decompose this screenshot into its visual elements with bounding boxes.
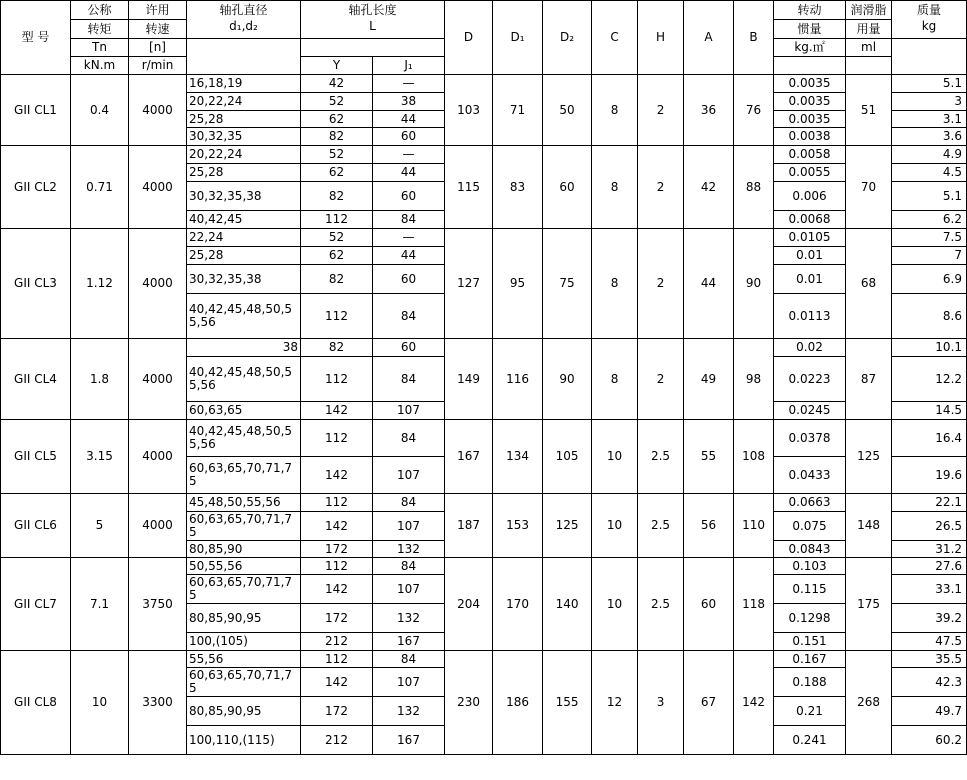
- bore-diameter-cell: 30,32,35,38: [187, 265, 301, 294]
- inertia-cell: 0.006: [774, 182, 846, 211]
- H-cell: 2.5: [638, 558, 684, 651]
- D-cell: 187: [445, 494, 493, 558]
- table-row: [1, 229, 967, 247]
- length-j1-cell: 132: [373, 541, 445, 558]
- D1-cell: 71: [493, 75, 543, 146]
- mass-cell: 10.1: [892, 339, 967, 357]
- D2-cell: 105: [543, 420, 592, 494]
- torque-cell: 0.4: [71, 75, 129, 146]
- table-row: [1, 339, 967, 357]
- speed-cell: 3750: [129, 558, 187, 651]
- bore-diameter-cell: 25,28: [187, 247, 301, 265]
- length-y-cell: 42: [301, 75, 373, 93]
- inertia-cell: 0.0035: [774, 75, 846, 93]
- C-cell: 8: [592, 146, 638, 229]
- header-bore-len-Y: Y: [301, 57, 373, 75]
- inertia-cell: 0.01: [774, 265, 846, 294]
- mass-cell: 12.2: [892, 357, 967, 402]
- bore-diameter-cell: 50,55,56: [187, 558, 301, 575]
- C-cell: 10: [592, 420, 638, 494]
- grease-cell: 175: [846, 558, 892, 651]
- length-j1-cell: 60: [373, 339, 445, 357]
- inertia-cell: 0.103: [774, 558, 846, 575]
- length-j1-cell: 44: [373, 111, 445, 128]
- mass-cell: 7: [892, 247, 967, 265]
- grease-cell: 125: [846, 420, 892, 494]
- speed-cell: 4000: [129, 339, 187, 420]
- length-y-cell: 52: [301, 93, 373, 111]
- inertia-cell: 0.0058: [774, 146, 846, 164]
- bore-diameter-cell: 25,28: [187, 164, 301, 182]
- mass-cell: 14.5: [892, 402, 967, 420]
- B-cell: 98: [734, 339, 774, 420]
- length-y-cell: 172: [301, 697, 373, 726]
- length-j1-cell: 44: [373, 164, 445, 182]
- mass-cell: 27.6: [892, 558, 967, 575]
- mass-cell: 60.2: [892, 726, 967, 755]
- C-cell: 8: [592, 339, 638, 420]
- A-cell: 36: [684, 75, 734, 146]
- header-inertia-2: 惯量: [774, 20, 846, 39]
- length-j1-cell: 84: [373, 357, 445, 402]
- mass-cell: 19.6: [892, 457, 967, 494]
- length-j1-cell: 84: [373, 651, 445, 668]
- inertia-cell: 0.0245: [774, 402, 846, 420]
- bore-diameter-cell: 16,18,19: [187, 75, 301, 93]
- header-A: A: [684, 1, 734, 75]
- D1-cell: 170: [493, 558, 543, 651]
- header-torque-1: 公称: [71, 1, 129, 20]
- length-j1-cell: 84: [373, 494, 445, 512]
- bore-diameter-cell: 20,22,24: [187, 93, 301, 111]
- mass-cell: 35.5: [892, 651, 967, 668]
- inertia-cell: 0.0843: [774, 541, 846, 558]
- header-bore-dia-1: 轴孔直径: [187, 1, 301, 20]
- torque-cell: 3.15: [71, 420, 129, 494]
- bore-diameter-cell: 40,42,45: [187, 211, 301, 229]
- bore-diameter-cell: 45,48,50,55,56: [187, 494, 301, 512]
- length-y-cell: 52: [301, 146, 373, 164]
- length-y-cell: 172: [301, 541, 373, 558]
- length-j1-cell: 84: [373, 558, 445, 575]
- length-j1-cell: 60: [373, 182, 445, 211]
- model-cell: GII CL6: [1, 494, 71, 558]
- length-j1-cell: —: [373, 229, 445, 247]
- mass-cell: 8.6: [892, 294, 967, 339]
- length-j1-cell: 84: [373, 211, 445, 229]
- header-speed-3: [n]: [129, 39, 187, 57]
- model-cell: GII CL1: [1, 75, 71, 146]
- header-grease-2: 用量: [846, 20, 892, 39]
- table-row: [1, 494, 967, 512]
- torque-cell: 0.71: [71, 146, 129, 229]
- D-cell: 204: [445, 558, 493, 651]
- speed-cell: 4000: [129, 420, 187, 494]
- D1-cell: 186: [493, 651, 543, 755]
- bore-diameter-cell: 60,63,65,70,71,75: [187, 457, 301, 494]
- B-cell: 110: [734, 494, 774, 558]
- header-D1: D₁: [493, 1, 543, 75]
- length-j1-cell: 107: [373, 402, 445, 420]
- mass-cell: 3: [892, 93, 967, 111]
- bore-diameter-cell: 40,42,45,48,50,55,56: [187, 420, 301, 457]
- header-mass-blank: [892, 39, 967, 57]
- length-y-cell: 82: [301, 182, 373, 211]
- inertia-cell: 0.0223: [774, 357, 846, 402]
- length-j1-cell: 107: [373, 668, 445, 697]
- length-j1-cell: 38: [373, 93, 445, 111]
- length-y-cell: 112: [301, 294, 373, 339]
- mass-cell: 3.6: [892, 128, 967, 146]
- D2-cell: 140: [543, 558, 592, 651]
- B-cell: 90: [734, 229, 774, 339]
- A-cell: 42: [684, 146, 734, 229]
- header-C: C: [592, 1, 638, 75]
- inertia-cell: 0.1298: [774, 604, 846, 633]
- mass-cell: 33.1: [892, 575, 967, 604]
- D-cell: 167: [445, 420, 493, 494]
- length-y-cell: 142: [301, 575, 373, 604]
- D-cell: 127: [445, 229, 493, 339]
- bore-diameter-cell: 22,24: [187, 229, 301, 247]
- length-j1-cell: 132: [373, 697, 445, 726]
- A-cell: 60: [684, 558, 734, 651]
- inertia-cell: 0.0035: [774, 111, 846, 128]
- H-cell: 2: [638, 229, 684, 339]
- bore-diameter-cell: 60,63,65,70,71,75: [187, 668, 301, 697]
- B-cell: 142: [734, 651, 774, 755]
- bore-diameter-cell: 100,110,(115): [187, 726, 301, 755]
- mass-cell: 7.5: [892, 229, 967, 247]
- length-y-cell: 112: [301, 420, 373, 457]
- bore-diameter-cell: 25,28: [187, 111, 301, 128]
- length-y-cell: 172: [301, 604, 373, 633]
- header-D: D: [445, 1, 493, 75]
- header-D2: D₂: [543, 1, 592, 75]
- inertia-cell: 0.115: [774, 575, 846, 604]
- mass-cell: 42.3: [892, 668, 967, 697]
- header-mass-2: kg: [892, 20, 967, 39]
- header-inertia-blank: [774, 57, 846, 75]
- B-cell: 88: [734, 146, 774, 229]
- length-y-cell: 142: [301, 402, 373, 420]
- model-cell: GII CL2: [1, 146, 71, 229]
- D2-cell: 60: [543, 146, 592, 229]
- length-y-cell: 112: [301, 651, 373, 668]
- speed-cell: 4000: [129, 229, 187, 339]
- D-cell: 103: [445, 75, 493, 146]
- bore-diameter-cell: 60,63,65,70,71,75: [187, 512, 301, 541]
- length-j1-cell: 84: [373, 294, 445, 339]
- header-torque-3: Tn: [71, 39, 129, 57]
- mass-cell: 6.2: [892, 211, 967, 229]
- bore-diameter-cell: 100,(105): [187, 633, 301, 651]
- mass-cell: 5.1: [892, 182, 967, 211]
- header-mass-blank-2: [892, 57, 967, 75]
- header-mass-1: 质量: [892, 1, 967, 20]
- length-j1-cell: 167: [373, 726, 445, 755]
- model-cell: GII CL8: [1, 651, 71, 755]
- length-y-cell: 212: [301, 633, 373, 651]
- inertia-cell: 0.0113: [774, 294, 846, 339]
- mass-cell: 4.9: [892, 146, 967, 164]
- mass-cell: 6.9: [892, 265, 967, 294]
- length-y-cell: 62: [301, 111, 373, 128]
- header-bore-dia-blank-2: [187, 57, 301, 75]
- length-y-cell: 82: [301, 339, 373, 357]
- A-cell: 55: [684, 420, 734, 494]
- model-cell: GII CL3: [1, 229, 71, 339]
- bore-diameter-cell: 30,32,35,38: [187, 182, 301, 211]
- bore-diameter-cell: 30,32,35: [187, 128, 301, 146]
- speed-cell: 4000: [129, 75, 187, 146]
- speed-cell: 3300: [129, 651, 187, 755]
- length-y-cell: 62: [301, 164, 373, 182]
- length-y-cell: 112: [301, 211, 373, 229]
- header-grease-3: ml: [846, 39, 892, 57]
- header-bore-len-2: L: [301, 20, 445, 39]
- A-cell: 44: [684, 229, 734, 339]
- header-torque-2: 转矩: [71, 20, 129, 39]
- D1-cell: 95: [493, 229, 543, 339]
- D1-cell: 153: [493, 494, 543, 558]
- mass-cell: 39.2: [892, 604, 967, 633]
- torque-cell: 1.8: [71, 339, 129, 420]
- grease-cell: 268: [846, 651, 892, 755]
- inertia-cell: 0.02: [774, 339, 846, 357]
- length-y-cell: 112: [301, 494, 373, 512]
- header-speed-1: 许用: [129, 1, 187, 20]
- bore-diameter-cell: 55,56: [187, 651, 301, 668]
- mass-cell: 16.4: [892, 420, 967, 457]
- length-y-cell: 52: [301, 229, 373, 247]
- D2-cell: 125: [543, 494, 592, 558]
- D2-cell: 50: [543, 75, 592, 146]
- D1-cell: 134: [493, 420, 543, 494]
- bore-diameter-cell: 38: [187, 339, 301, 357]
- D-cell: 115: [445, 146, 493, 229]
- inertia-cell: 0.0105: [774, 229, 846, 247]
- length-y-cell: 82: [301, 128, 373, 146]
- inertia-cell: 0.0663: [774, 494, 846, 512]
- grease-cell: 70: [846, 146, 892, 229]
- inertia-cell: 0.167: [774, 651, 846, 668]
- C-cell: 8: [592, 229, 638, 339]
- model-cell: GII CL4: [1, 339, 71, 420]
- bore-diameter-cell: 80,85,90,95: [187, 604, 301, 633]
- length-j1-cell: —: [373, 146, 445, 164]
- length-j1-cell: 44: [373, 247, 445, 265]
- length-j1-cell: —: [373, 75, 445, 93]
- table-row: [1, 651, 967, 668]
- length-y-cell: 82: [301, 265, 373, 294]
- length-j1-cell: 60: [373, 128, 445, 146]
- D2-cell: 90: [543, 339, 592, 420]
- D-cell: 230: [445, 651, 493, 755]
- B-cell: 118: [734, 558, 774, 651]
- mass-cell: 47.5: [892, 633, 967, 651]
- header-bore-len-J1: J₁: [373, 57, 445, 75]
- inertia-cell: 0.0378: [774, 420, 846, 457]
- length-j1-cell: 60: [373, 265, 445, 294]
- D1-cell: 116: [493, 339, 543, 420]
- D2-cell: 155: [543, 651, 592, 755]
- grease-cell: 148: [846, 494, 892, 558]
- H-cell: 2: [638, 75, 684, 146]
- inertia-cell: 0.188: [774, 668, 846, 697]
- speed-cell: 4000: [129, 494, 187, 558]
- H-cell: 2: [638, 146, 684, 229]
- inertia-cell: 0.241: [774, 726, 846, 755]
- length-y-cell: 212: [301, 726, 373, 755]
- model-cell: GII CL5: [1, 420, 71, 494]
- torque-cell: 5: [71, 494, 129, 558]
- table-row: [1, 146, 967, 164]
- inertia-cell: 0.075: [774, 512, 846, 541]
- torque-cell: 1.12: [71, 229, 129, 339]
- grease-cell: 68: [846, 229, 892, 339]
- B-cell: 76: [734, 75, 774, 146]
- C-cell: 12: [592, 651, 638, 755]
- header-grease-1: 润滑脂: [846, 1, 892, 20]
- header-bore-len-1: 轴孔长度: [301, 1, 445, 20]
- mass-cell: 3.1: [892, 111, 967, 128]
- D1-cell: 83: [493, 146, 543, 229]
- inertia-cell: 0.0433: [774, 457, 846, 494]
- grease-cell: 51: [846, 75, 892, 146]
- mass-cell: 26.5: [892, 512, 967, 541]
- torque-cell: 10: [71, 651, 129, 755]
- C-cell: 10: [592, 494, 638, 558]
- bore-diameter-cell: 40,42,45,48,50,55,56: [187, 294, 301, 339]
- length-y-cell: 142: [301, 512, 373, 541]
- header-torque-4: kN.m: [71, 57, 129, 75]
- length-y-cell: 112: [301, 357, 373, 402]
- grease-cell: 87: [846, 339, 892, 420]
- speed-cell: 4000: [129, 146, 187, 229]
- model-cell: GII CL7: [1, 558, 71, 651]
- A-cell: 56: [684, 494, 734, 558]
- header-B: B: [734, 1, 774, 75]
- inertia-cell: 0.151: [774, 633, 846, 651]
- header-speed-4: r/min: [129, 57, 187, 75]
- length-j1-cell: 132: [373, 604, 445, 633]
- bore-diameter-cell: 60,63,65,70,71,75: [187, 575, 301, 604]
- length-y-cell: 142: [301, 668, 373, 697]
- length-j1-cell: 107: [373, 575, 445, 604]
- H-cell: 2.5: [638, 420, 684, 494]
- length-y-cell: 112: [301, 558, 373, 575]
- bore-diameter-cell: 40,42,45,48,50,55,56: [187, 357, 301, 402]
- length-j1-cell: 107: [373, 512, 445, 541]
- length-j1-cell: 167: [373, 633, 445, 651]
- header-inertia-3: kg.㎡: [774, 39, 846, 57]
- inertia-cell: 0.01: [774, 247, 846, 265]
- C-cell: 10: [592, 558, 638, 651]
- header-inertia-1: 转动: [774, 1, 846, 20]
- mass-cell: 4.5: [892, 164, 967, 182]
- inertia-cell: 0.0038: [774, 128, 846, 146]
- table-row: [1, 75, 967, 93]
- length-y-cell: 142: [301, 457, 373, 494]
- inertia-cell: 0.0035: [774, 93, 846, 111]
- table-row: [1, 558, 967, 575]
- C-cell: 8: [592, 75, 638, 146]
- bore-diameter-cell: 20,22,24: [187, 146, 301, 164]
- inertia-cell: 0.0055: [774, 164, 846, 182]
- header-bore-len-blank: [301, 39, 445, 57]
- length-j1-cell: 84: [373, 420, 445, 457]
- A-cell: 67: [684, 651, 734, 755]
- header-speed-2: 转速: [129, 20, 187, 39]
- inertia-cell: 0.21: [774, 697, 846, 726]
- bore-diameter-cell: 60,63,65: [187, 402, 301, 420]
- header-bore-dia-blank: [187, 39, 301, 57]
- header-bore-dia-2: d₁,d₂: [187, 20, 301, 39]
- header-model: 型 号: [1, 1, 71, 75]
- length-y-cell: 62: [301, 247, 373, 265]
- D-cell: 149: [445, 339, 493, 420]
- mass-cell: 31.2: [892, 541, 967, 558]
- D2-cell: 75: [543, 229, 592, 339]
- mass-cell: 49.7: [892, 697, 967, 726]
- bore-diameter-cell: 80,85,90,95: [187, 697, 301, 726]
- length-j1-cell: 107: [373, 457, 445, 494]
- inertia-cell: 0.0068: [774, 211, 846, 229]
- mass-cell: 22.1: [892, 494, 967, 512]
- H-cell: 2.5: [638, 494, 684, 558]
- A-cell: 49: [684, 339, 734, 420]
- B-cell: 108: [734, 420, 774, 494]
- H-cell: 2: [638, 339, 684, 420]
- bore-diameter-cell: 80,85,90: [187, 541, 301, 558]
- header-H: H: [638, 1, 684, 75]
- table-row: [1, 420, 967, 457]
- H-cell: 3: [638, 651, 684, 755]
- mass-cell: 5.1: [892, 75, 967, 93]
- torque-cell: 7.1: [71, 558, 129, 651]
- header-grease-blank: [846, 57, 892, 75]
